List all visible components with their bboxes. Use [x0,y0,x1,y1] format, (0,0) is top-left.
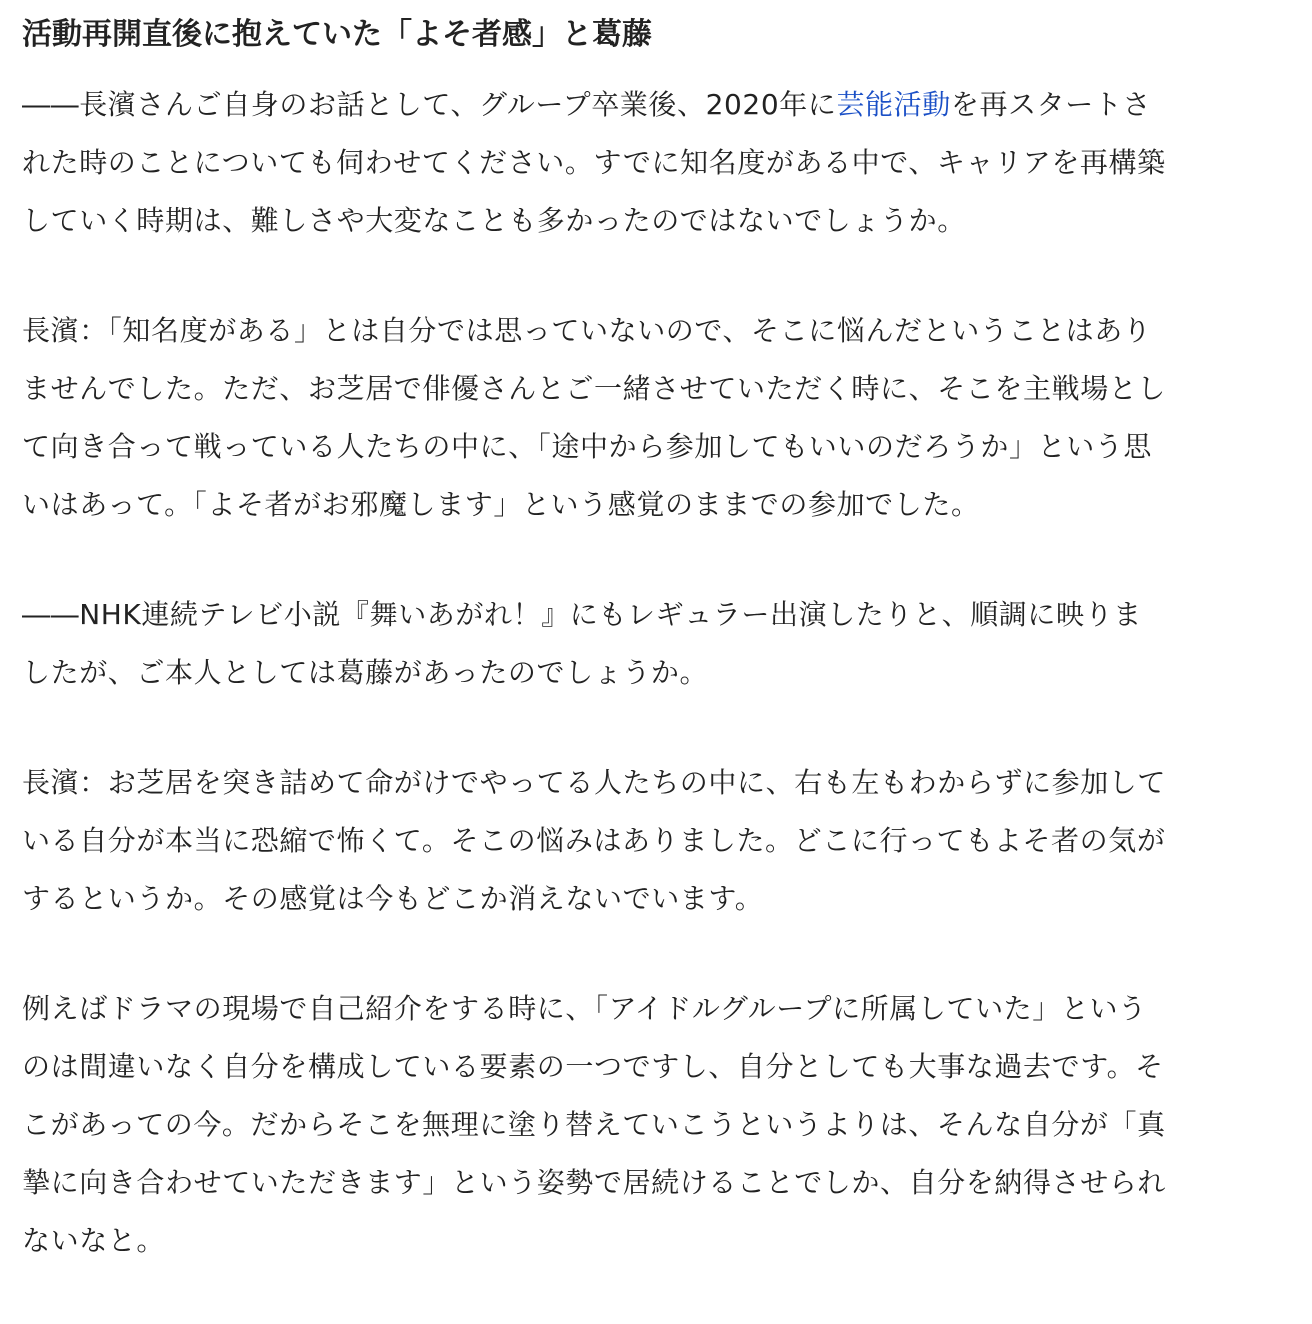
text-line: 長濱：お芝居を突き詰めて命がけでやってる人たちの中に、右も左もわからずに参加して [22,766,1167,799]
text-line: れた時のことについても伺わせてください。すでに知名度がある中で、キャリアを再構築 [22,146,1166,179]
entertainment-activity-link[interactable]: 芸能活動 [836,88,951,121]
text-segment: ――長濱さんご自身のお話として、グループ卒業後、2020年に [22,88,837,121]
interview-answer-paragraph [22,980,1290,1270]
text-line [22,76,1290,134]
text-line: いはあって。「よそ者がお邪魔します」という感覚のままでの参加でした。 [22,488,980,521]
text-line: ――NHK連続テレビ小説『舞いあがれ！』にもレギュラー出演したりと、順調に映りま [22,598,1142,631]
text-line: 例えばドラマの現場で自己紹介をする時に、「アイドルグループに所属していた」という [22,992,1147,1025]
text-line: いる自分が本当に恐縮で怖くて。そこの悩みはありました。どこに行ってもよそ者の気が [22,824,1166,857]
interview-answer-paragraph [22,754,1290,928]
text-line: 長濱：「知名度がある」とは自分では思っていないので、そこに悩んだということはあり [22,314,1152,347]
interview-question-paragraph [22,586,1290,702]
text-line: 摯に向き合わせていただきます」という姿勢で居続けることでしか、自分を納得させられ [22,1166,1167,1199]
interview-answer-paragraph [22,302,1290,534]
text-line: したが、ご本人としては葛藤があったのでしょうか。 [22,656,709,689]
text-line: ないなと。 [22,1224,166,1257]
text-line: していく時期は、難しさや大変なことも多かったのではないでしょうか。 [22,204,966,237]
text-line: ませんでした。ただ、お芝居で俳優さんとご一緒させていただく時に、そこを主戦場とし [22,372,1167,405]
text-line: て向き合って戦っている人たちの中に、「途中から参加してもいいのだろうか」という思 [22,430,1153,463]
text-line: するというか。その感覚は今もどこか消えないでいます。 [22,882,764,915]
text-line: のは間違いなく自分を構成している要素の一つですし、自分としても大事な過去です。そ [22,1050,1164,1083]
text-segment: を再スタートさ [950,88,1152,121]
section-heading: 活動再開直後に抱えていた「よそ者感」と葛藤 [22,17,652,52]
text-line: こがあっての今。だからそこを無理に塗り替えていこうというよりは、そんな自分が「真 [22,1108,1166,1141]
interview-question-paragraph [22,76,1290,250]
